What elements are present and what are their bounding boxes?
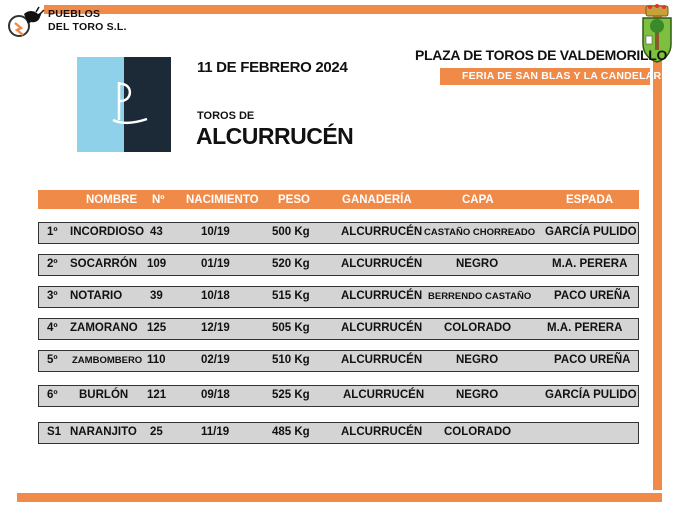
row-orden: 2º xyxy=(47,258,58,270)
row-capa: BERRENDO CASTAÑO xyxy=(428,291,532,302)
row-peso: 510 Kg xyxy=(272,354,310,366)
row-numero: 121 xyxy=(147,389,167,401)
toros-de-label: TOROS DE xyxy=(197,110,255,122)
table-row xyxy=(38,385,639,407)
row-nombre: NOTARIO xyxy=(70,290,123,302)
row-espada: PACO UREÑA xyxy=(554,290,631,302)
row-nombre: ZAMBOMBERO xyxy=(72,355,143,366)
table-row xyxy=(38,422,639,444)
bull-logo-icon xyxy=(6,6,46,40)
row-capa: NEGRO xyxy=(456,354,499,366)
organizer-line-2: DEL TORO S.L. xyxy=(48,21,127,33)
row-nombre: INCORDIOSO xyxy=(70,226,145,238)
col-header-nombre: NOMBRE xyxy=(86,194,138,206)
col-header-nacimiento: NACIMIENTO xyxy=(186,194,259,206)
row-nombre: BURLÓN xyxy=(79,389,129,401)
top-border-bar xyxy=(44,5,662,14)
col-header-numero: Nº xyxy=(152,194,165,206)
row-capa: NEGRO xyxy=(456,389,499,401)
table-row xyxy=(38,286,639,308)
row-peso: 520 Kg xyxy=(272,258,310,270)
row-capa: NEGRO xyxy=(456,258,499,270)
table-row xyxy=(38,222,639,244)
row-nacimiento: 10/19 xyxy=(201,226,230,238)
row-nacimiento: 02/19 xyxy=(201,354,230,366)
plaza-title: PLAZA DE TOROS DE VALDEMORILLO xyxy=(415,47,668,63)
row-espada: M.A. PERERA xyxy=(547,322,623,334)
organizer-name xyxy=(48,8,127,34)
row-peso: 500 Kg xyxy=(272,226,310,238)
bottom-border-bar xyxy=(17,493,662,502)
event-date: 11 DE FEBRERO 2024 xyxy=(197,59,348,76)
row-ganaderia: ALCURRUCÉN xyxy=(341,322,423,334)
col-header-espada: ESPADA xyxy=(566,194,614,206)
row-nombre: ZAMORANO xyxy=(70,322,138,334)
row-numero: 39 xyxy=(150,290,163,302)
row-orden: 6º xyxy=(47,389,58,401)
table-row xyxy=(38,318,639,340)
ganaderia-livery-emblem xyxy=(77,57,171,152)
row-ganaderia: ALCURRUCÉN xyxy=(341,354,423,366)
row-peso: 525 Kg xyxy=(272,389,310,401)
row-numero: 109 xyxy=(147,258,167,270)
row-orden: 1º xyxy=(47,226,58,238)
row-numero: 125 xyxy=(147,322,167,334)
row-orden: 4º xyxy=(47,322,58,334)
organizer-line-1: PUEBLOS xyxy=(48,8,101,20)
row-peso: 505 Kg xyxy=(272,322,310,334)
row-capa: COLORADO xyxy=(444,322,512,334)
row-ganaderia: ALCURRUCÉN xyxy=(343,389,425,401)
row-numero: 25 xyxy=(150,426,163,438)
table-row xyxy=(38,254,639,276)
row-nombre: NARANJITO xyxy=(70,426,137,438)
table-row xyxy=(38,350,639,372)
ganaderia-brand-icon xyxy=(77,57,171,152)
col-header-ganaderia: GANADERÍA xyxy=(342,194,412,206)
row-espada: GARCÍA PULIDO xyxy=(545,226,637,238)
row-nacimiento: 11/19 xyxy=(201,426,230,438)
row-numero: 110 xyxy=(147,354,166,366)
row-ganaderia: ALCURRUCÉN xyxy=(341,258,423,270)
ganaderia-title: ALCURRUCÉN xyxy=(196,123,354,149)
row-capa: CASTAÑO CHORREADO xyxy=(424,227,536,238)
col-header-capa: CAPA xyxy=(462,194,494,206)
row-orden: 5º xyxy=(47,354,58,366)
row-nacimiento: 09/18 xyxy=(201,389,230,401)
row-ganaderia: ALCURRUCÉN xyxy=(341,290,423,302)
row-nacimiento: 12/19 xyxy=(201,322,230,334)
col-header-peso: PESO xyxy=(278,194,310,206)
row-orden: 3º xyxy=(47,290,58,302)
row-nacimiento: 10/18 xyxy=(201,290,230,302)
row-orden: S1 xyxy=(47,426,62,438)
feria-label: FERIA DE SAN BLAS Y LA CANDELARIA xyxy=(462,70,673,82)
row-espada: GARCÍA PULIDO xyxy=(545,389,637,401)
row-peso: 515 Kg xyxy=(272,290,310,302)
row-espada: PACO UREÑA xyxy=(554,354,631,366)
row-nacimiento: 01/19 xyxy=(201,258,230,270)
row-capa: COLORADO xyxy=(444,426,512,438)
row-ganaderia: ALCURRUCÉN xyxy=(341,226,423,238)
row-ganaderia: ALCURRUCÉN xyxy=(341,426,423,438)
row-nombre: SOCARRÓN xyxy=(70,258,138,270)
row-espada: M.A. PERERA xyxy=(552,258,628,270)
row-peso: 485 Kg xyxy=(272,426,310,438)
row-numero: 43 xyxy=(150,226,163,238)
